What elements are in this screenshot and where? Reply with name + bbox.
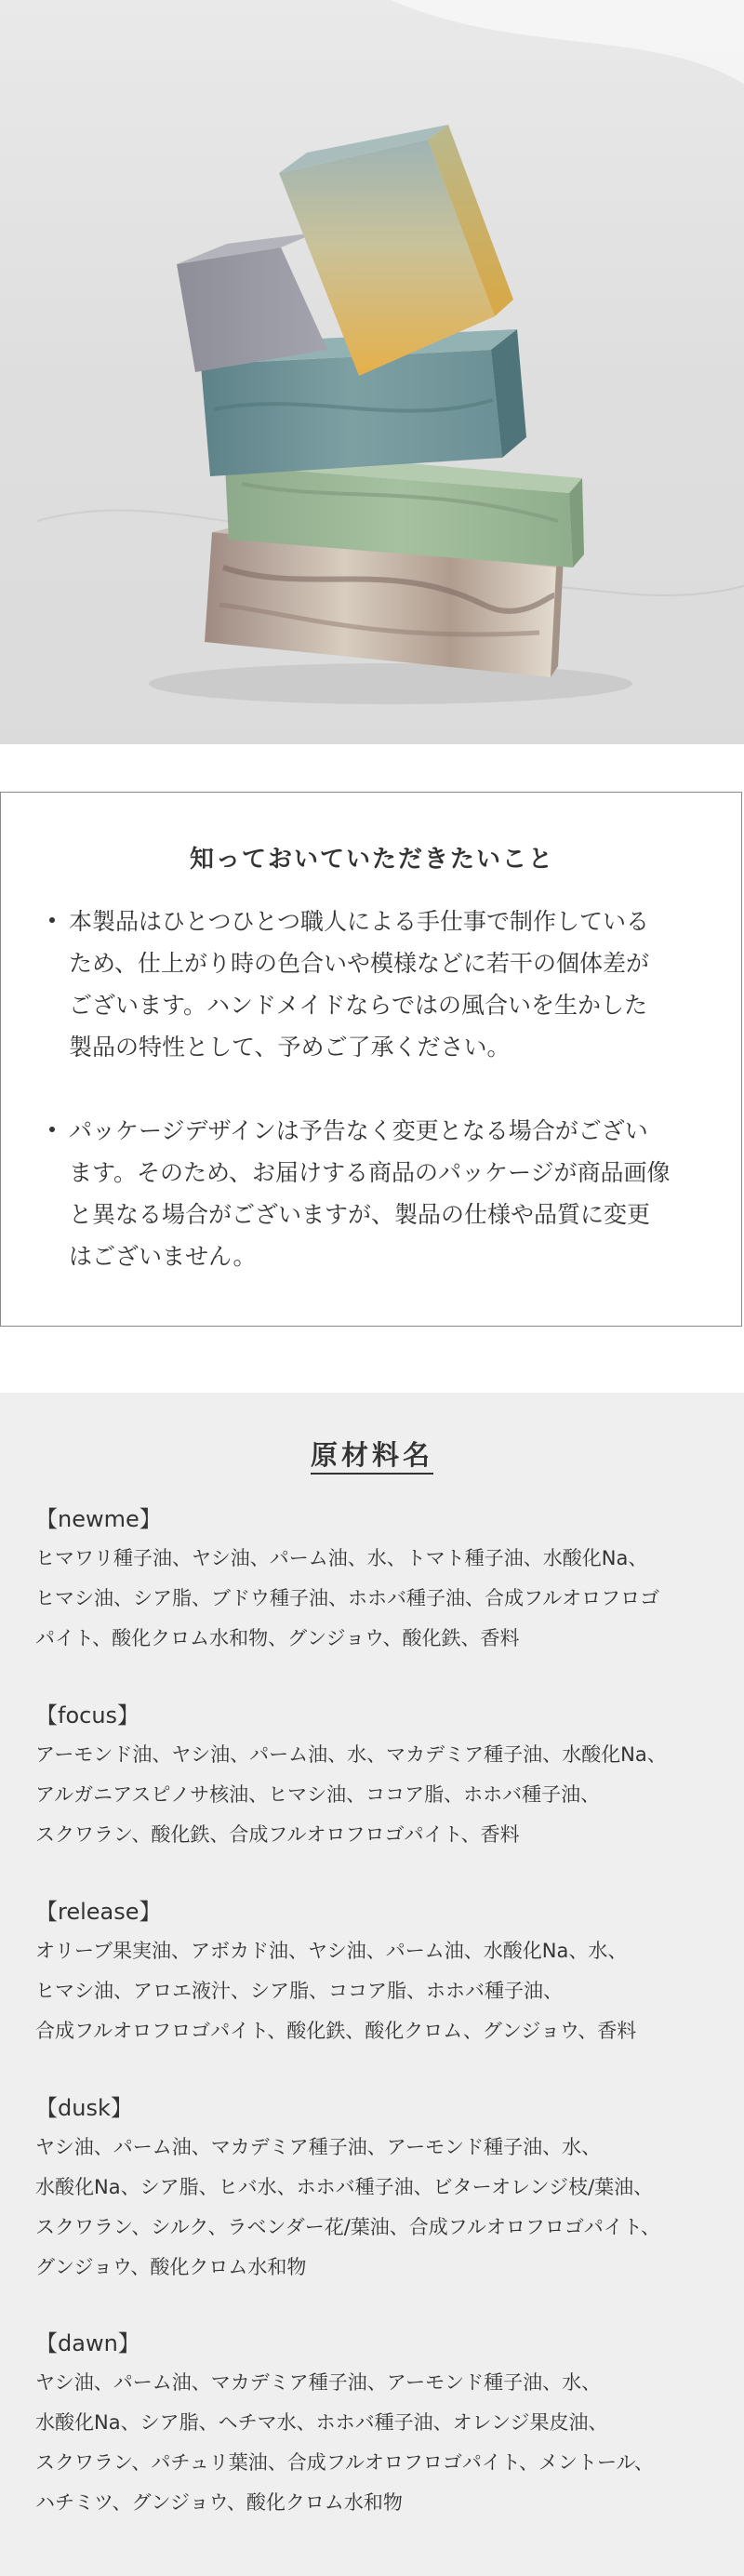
bullet-dot-icon <box>49 917 55 923</box>
ingredient-block-release <box>35 1892 724 2051</box>
notice-text-line: ます。そのため、お届けする商品のパッケージが商品画像 <box>69 1159 671 1186</box>
product-name: 【dawn】 <box>35 2330 140 2356</box>
product-name: 【release】 <box>35 1899 162 1925</box>
ingredient-line: ハチミツ、グンジョウ、酸化クロム水和物 <box>35 2491 403 2514</box>
notice-title: 知っておいていただきたいこと <box>189 846 554 874</box>
soap-stack-illustration <box>0 0 744 744</box>
notice-text-line: 製品の特性として、予めご了承ください。 <box>69 1034 511 1061</box>
ingredient-line: アルガニアスピノサ核油、ヒマシ油、ココア脂、ホホバ種子油、 <box>35 1783 601 1806</box>
ingredient-line: ヒマワリ種子油、ヤシ油、パーム油、水、トマト種子油、水酸化Na、 <box>35 1547 648 1569</box>
ingredient-line: グンジョウ、酸化クロム水和物 <box>35 2256 307 2278</box>
bullet-dot-icon <box>49 1127 55 1132</box>
hero-photo-stacked-soaps <box>0 0 744 744</box>
notice-text-line: と異なる場合がございますが、製品の仕様や品質に変更 <box>69 1201 651 1228</box>
ingredients-section <box>0 1393 744 2576</box>
ingredient-line: ヤシ油、パーム油、マカデミア種子油、アーモンド種子油、水、 <box>35 2371 602 2394</box>
ingredient-line: スクワラン、シルク、ラベンダー花/葉油、合成フルオロフロゴパイト、 <box>35 2216 661 2238</box>
ingredient-line: 水酸化Na、シア脂、ヒバ水、ホホバ種子油、ビターオレンジ枝/葉油、 <box>35 2176 654 2198</box>
product-name: 【focus】 <box>35 1702 140 1728</box>
notice-box <box>0 792 742 1327</box>
ingredient-line: 水酸化Na、シア脂、ヘチマ水、ホホバ種子油、オレンジ果皮油、 <box>35 2411 608 2434</box>
ingredient-line: オリーブ果実油、アボカド油、ヤシ油、パーム油、水酸化Na、水、 <box>35 1940 628 1962</box>
ingredient-line: 合成フルオロフロゴパイト、酸化鉄、酸化クロム、グンジョウ、香料 <box>35 2020 637 2042</box>
ingredient-line: ヒマシ油、アロエ液汁、シア脂、ココア脂、ホホバ種子油、 <box>35 1980 563 2002</box>
ingredient-line: パイト、酸化クロム水和物、グンジョウ、酸化鉄、香料 <box>35 1627 520 1649</box>
ingredient-block-newme <box>35 1500 724 1659</box>
product-name: 【dusk】 <box>35 2095 133 2121</box>
ingredient-line: ヤシ油、パーム油、マカデミア種子油、アーモンド種子油、水、 <box>35 2136 602 2158</box>
ingredient-line: ヒマシ油、シア脂、ブドウ種子油、ホホバ種子油、合成フルオロフロゴ <box>35 1587 660 1609</box>
notice-bullet-package <box>49 1110 700 1277</box>
ingredient-block-focus <box>35 1696 724 1855</box>
notice-bullet-handmade <box>49 901 700 1068</box>
ingredient-line: スクワラン、パチュリ葉油、合成フルオロフロゴパイト、メントール、 <box>35 2451 654 2474</box>
notice-text-line: パッケージデザインは予告なく変更となる場合がござい <box>69 1117 648 1144</box>
notice-text-line: はございません。 <box>69 1243 257 1270</box>
notice-text-line: ため、仕上がり時の色合いや模様などに若干の個体差が <box>69 950 650 977</box>
notice-text-line: 本製品はひとつひとつ職人による手仕事で制作している <box>69 908 650 935</box>
ingredient-block-dawn <box>35 2324 724 2523</box>
ingredient-block-dusk <box>35 2089 724 2288</box>
notice-text-line: ございます。ハンドメイドならではの風合いを生かした <box>69 992 648 1019</box>
ingredients-title <box>0 1435 744 1473</box>
soap-bar-teal <box>201 350 502 476</box>
ingredient-line: スクワラン、酸化鉄、合成フルオロフロゴパイト、香料 <box>35 1823 520 1846</box>
ingredients-title-text: 原材料名 <box>311 1439 433 1475</box>
product-name: 【newme】 <box>35 1506 162 1532</box>
ingredient-line: アーモンド油、ヤシ油、パーム油、水、マカデミア種子油、水酸化Na、 <box>35 1743 667 1766</box>
